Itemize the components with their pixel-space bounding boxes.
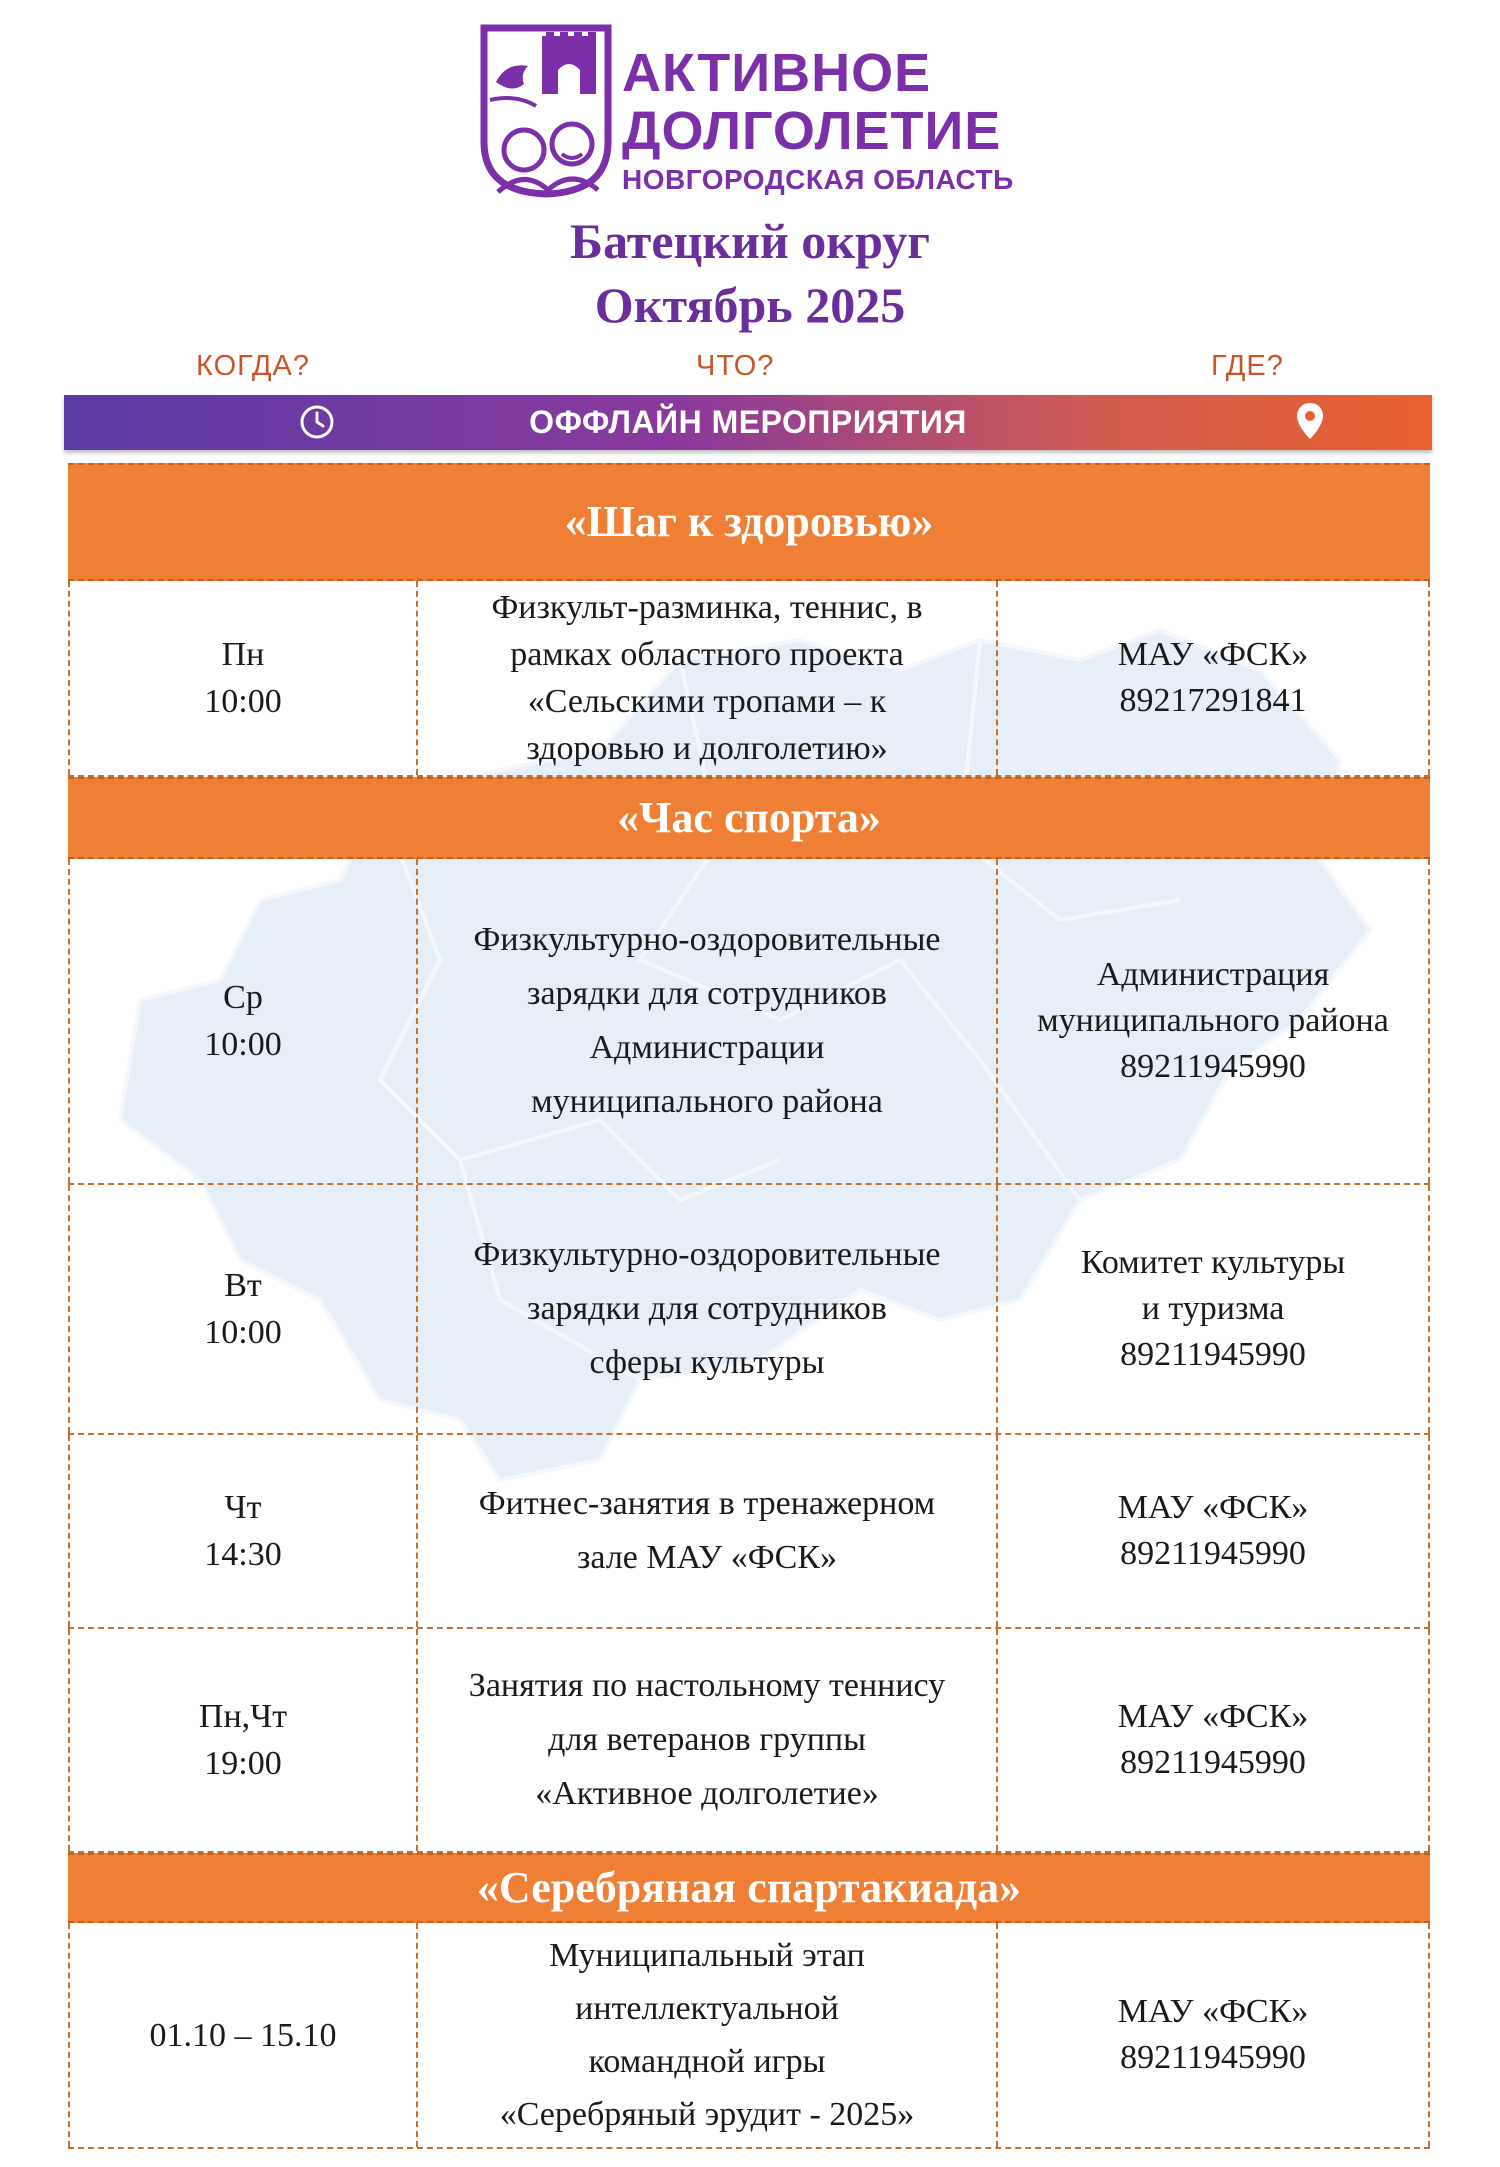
where-cell: МАУ «ФСК» 89211945990: [998, 1629, 1430, 1851]
where-cell: МАУ «ФСК» 89211945990: [998, 1923, 1430, 2147]
table-row: [68, 1923, 1430, 2149]
where-cell: МАУ «ФСК» 89211945990: [998, 1435, 1430, 1627]
where-cell: Администрация муниципального района 89211945990: [998, 859, 1430, 1183]
what-cell: Физкультурно-оздоровительные зарядки для сотрудников Администрации муниципального района: [418, 859, 998, 1183]
where-cell: МАУ «ФСК» 89217291841: [998, 581, 1430, 775]
where-cell: Комитет культуры и туризма 89211945990: [998, 1185, 1430, 1433]
what-cell: Занятия по настольному теннису для ветеранов группы «Активное долголетие»: [418, 1629, 998, 1851]
brand-line-3: НОВГОРОДСКАЯ ОБЛАСТЬ: [622, 164, 1014, 195]
brand-line-1: АКТИВНОЕ: [622, 43, 932, 103]
when-cell: Пн 10:00: [68, 581, 418, 775]
when-cell: Ср 10:00: [68, 859, 418, 1183]
when-cell: Вт 10:00: [68, 1185, 418, 1433]
when-cell: Чт 14:30: [68, 1435, 418, 1627]
district-title: Батецкий округ: [570, 213, 930, 269]
active-longevity-logo: [476, 22, 616, 200]
brand-line-2: ДОЛГОЛЕТИЕ: [622, 101, 1002, 161]
section-title: «Серебряная спартакиада»: [68, 1853, 1430, 1923]
table-row: [68, 1629, 1430, 1853]
table-row: [68, 1435, 1430, 1629]
section-title: «Шаг к здоровью»: [68, 463, 1430, 581]
offline-events-banner: [64, 395, 1432, 450]
period-title: Октябрь 2025: [594, 277, 906, 333]
when-cell: 01.10 – 15.10: [68, 1923, 418, 2147]
what-cell: Фитнес-занятия в тренажерном зале МАУ «ФСК»: [418, 1435, 998, 1627]
brand-wordmark: [622, 44, 1014, 200]
what-cell: Муниципальный этап интеллектуальной командной игры «Серебряный эрудит - 2025»: [418, 1923, 998, 2147]
what-cell: Физкультурно-оздоровительные зарядки для сотрудников сферы культуры: [418, 1185, 998, 1433]
table-row: [68, 581, 1430, 777]
location-pin-icon: [1295, 401, 1325, 441]
section-title: «Час спорта»: [68, 777, 1430, 859]
what-cell: Физкульт-разминка, теннис, в рамках областного проекта «Сельскими тропами – к здоровью и долголетию»: [418, 581, 998, 775]
table-row: [68, 859, 1430, 1185]
what-header: ЧТО?: [696, 350, 775, 382]
when-header: КОГДА?: [196, 350, 310, 382]
where-header: ГДЕ?: [1211, 350, 1284, 382]
schedule-table: [68, 463, 1430, 2149]
banner-title: ОФФЛАЙН МЕРОПРИЯТИЯ: [529, 404, 967, 440]
when-cell: Пн,Чт 19:00: [68, 1629, 418, 1851]
table-row: [68, 1185, 1430, 1435]
